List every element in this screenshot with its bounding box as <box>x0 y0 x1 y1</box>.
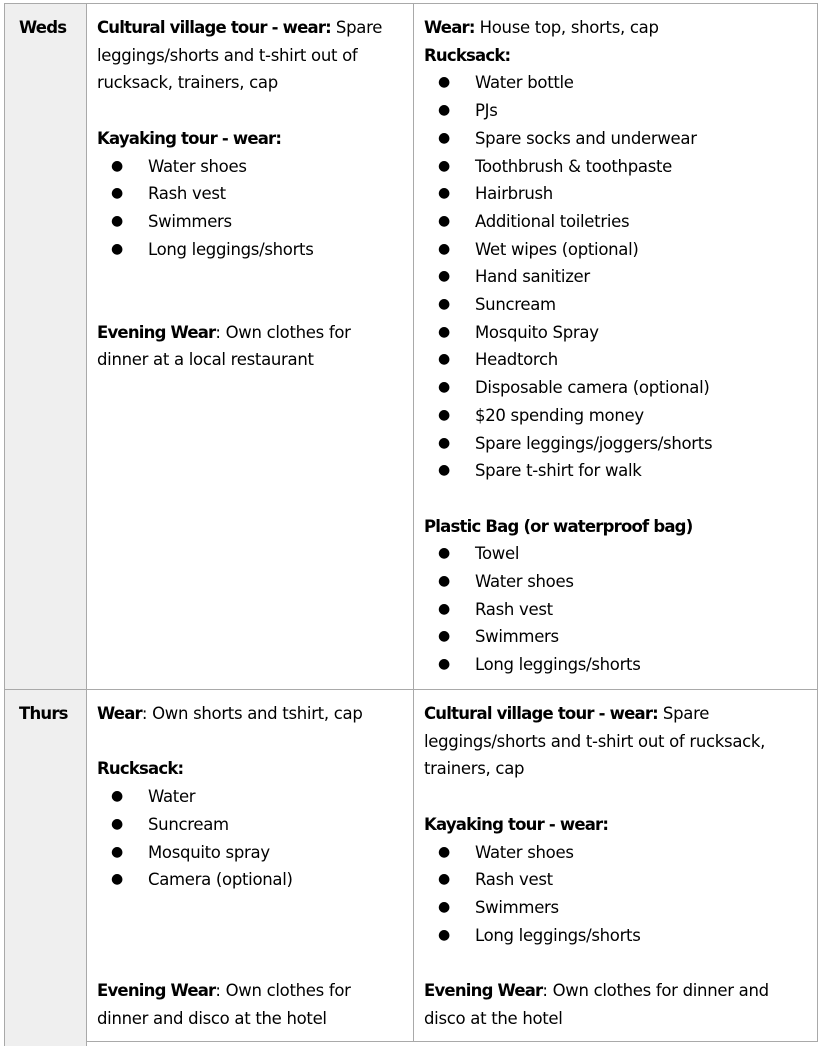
list-item-text: Additional toiletries <box>475 211 630 231</box>
bullet-icon: ● <box>438 157 450 174</box>
list-item <box>438 180 807 208</box>
bullet-icon: ● <box>438 406 450 423</box>
list-item-text: Water <box>148 787 196 807</box>
bullet-icon: ● <box>438 628 450 645</box>
kayak-heading <box>97 125 403 153</box>
evening-paragraph <box>97 319 403 374</box>
list-item-text: Swimmers <box>475 897 559 917</box>
bullet-icon: ● <box>111 788 123 805</box>
kayak-heading <box>424 811 807 839</box>
bullet-icon: ● <box>111 157 123 174</box>
list-item <box>438 291 807 319</box>
list-item-text: Hairbrush <box>475 184 553 204</box>
list-item-text: Towel <box>475 544 520 564</box>
list-item <box>111 208 403 236</box>
list-item <box>438 263 807 291</box>
bullet-icon: ● <box>111 240 123 257</box>
bullet-icon: ● <box>438 545 450 562</box>
list-item <box>111 866 403 894</box>
packing-cell-weds <box>414 4 818 690</box>
list-item-text: $20 spending money <box>475 405 644 425</box>
packing-cell-thurs <box>414 690 818 1042</box>
list-item <box>438 402 807 430</box>
evening-label: Evening Wear <box>97 322 216 342</box>
list-item <box>438 457 807 485</box>
list-item <box>111 811 403 839</box>
tour-label: Cultural village tour - wear: <box>424 704 658 723</box>
tour-text: Spare leggings/shorts and t-shirt out of rucksack, trainers, cap <box>97 18 383 93</box>
kayak-label: Kayaking tour - wear: <box>97 128 282 148</box>
list-item-text: Long leggings/shorts <box>475 655 641 675</box>
list-item-text: Water shoes <box>148 156 247 176</box>
plastic-bag-heading <box>424 513 807 541</box>
day-label: Weds <box>19 18 67 37</box>
list-item-text: Hand sanitizer <box>475 267 590 287</box>
bullet-icon: ● <box>438 926 450 943</box>
tour-label: Cultural village tour - wear: <box>97 18 331 37</box>
bullet-icon: ● <box>438 323 450 340</box>
list-item-text: Mosquito Spray <box>475 322 599 342</box>
rucksack-label: Rucksack: <box>97 759 184 779</box>
plastic-bag-list <box>424 540 807 679</box>
list-item-text: Water bottle <box>475 73 574 93</box>
list-item <box>438 319 807 347</box>
list-item-text: Long leggings/shorts <box>475 925 641 945</box>
evening-label: Evening Wear <box>424 981 543 1000</box>
evening-label: Evening Wear <box>97 981 216 1000</box>
bullet-icon: ● <box>438 268 450 285</box>
table-row-thurs <box>5 690 818 1042</box>
rucksack-heading <box>424 42 807 70</box>
bullet-icon: ● <box>438 212 450 229</box>
bullet-icon: ● <box>111 212 123 229</box>
list-item <box>438 97 807 125</box>
list-item <box>438 153 807 181</box>
list-item <box>438 568 807 596</box>
bullet-icon: ● <box>111 815 123 832</box>
list-item <box>438 651 807 679</box>
list-item-text: Water shoes <box>475 572 574 592</box>
list-item <box>438 839 807 867</box>
list-item <box>111 153 403 181</box>
activities-cell-thurs <box>87 690 414 1042</box>
rucksack-label: Rucksack: <box>424 45 511 65</box>
tour-text: Spare leggings/shorts and t-shirt out of rucksack, trainers, cap <box>424 704 766 779</box>
list-item-text: Mosquito spray <box>148 842 270 862</box>
list-item <box>438 430 807 458</box>
bullet-icon: ● <box>438 129 450 146</box>
list-item-text: Rash vest <box>475 599 553 619</box>
list-item-text: Disposable camera (optional) <box>475 378 710 398</box>
table-row-weds <box>5 4 818 690</box>
list-item <box>438 540 807 568</box>
list-item <box>111 783 403 811</box>
evening-text: : Own clothes for dinner and disco at the hotel <box>97 981 351 1028</box>
bullet-icon: ● <box>438 102 450 119</box>
list-item-text: Water shoes <box>475 842 574 862</box>
wear-paragraph <box>97 700 403 728</box>
list-item-text: Toothbrush & toothpaste <box>475 156 673 176</box>
bullet-icon: ● <box>438 185 450 202</box>
bullet-icon: ● <box>438 573 450 590</box>
kayak-list <box>424 839 807 950</box>
bullet-icon: ● <box>438 871 450 888</box>
bullet-icon: ● <box>438 351 450 368</box>
list-item-text: PJs <box>475 101 498 121</box>
list-item-text: Swimmers <box>475 627 559 647</box>
list-item-text: Headtorch <box>475 350 558 370</box>
bullet-icon: ● <box>438 843 450 860</box>
list-item-text: Spare leggings/joggers/shorts <box>475 433 713 453</box>
list-item <box>438 346 807 374</box>
day-cell-thurs <box>5 690 87 1042</box>
rucksack-list <box>97 783 403 894</box>
wear-label: Wear: <box>424 18 475 37</box>
list-item <box>438 894 807 922</box>
next-row-edge <box>4 1041 87 1046</box>
evening-text: : Own clothes for dinner and disco at the hotel <box>424 981 769 1028</box>
bullet-icon: ● <box>438 600 450 617</box>
list-item <box>438 866 807 894</box>
bullet-icon: ● <box>111 843 123 860</box>
kayak-label: Kayaking tour - wear: <box>424 814 609 834</box>
list-item-text: Camera (optional) <box>148 870 293 890</box>
list-item-text: Rash vest <box>475 870 553 890</box>
list-item <box>111 839 403 867</box>
tour-paragraph <box>424 700 807 783</box>
list-item <box>438 69 807 97</box>
list-item <box>438 596 807 624</box>
evening-paragraph <box>424 977 807 1032</box>
bullet-icon: ● <box>111 871 123 888</box>
wear-paragraph <box>424 14 807 42</box>
rucksack-heading <box>97 755 403 783</box>
packing-table <box>4 3 818 1042</box>
list-item-text: Swimmers <box>148 211 232 231</box>
kayak-list <box>97 153 403 264</box>
list-item-text: Suncream <box>475 295 556 315</box>
day-cell-weds <box>5 4 87 690</box>
list-item-text: Spare t-shirt for walk <box>475 461 642 481</box>
plastic-bag-label: Plastic Bag (or waterproof bag) <box>424 516 693 536</box>
evening-text: : Own clothes for dinner at a local restaurant <box>97 322 351 370</box>
tour-paragraph <box>97 14 403 97</box>
list-item <box>438 922 807 950</box>
list-item-text: Long leggings/shorts <box>148 239 314 259</box>
bullet-icon: ● <box>438 240 450 257</box>
activities-cell-weds <box>87 4 414 690</box>
evening-paragraph <box>97 977 403 1032</box>
list-item-text: Wet wipes (optional) <box>475 239 639 259</box>
bullet-icon: ● <box>111 185 123 202</box>
day-label: Thurs <box>19 704 68 723</box>
list-item <box>438 236 807 264</box>
wear-label: Wear <box>97 704 142 723</box>
list-item-text: Rash vest <box>148 184 226 204</box>
wear-text: House top, shorts, cap <box>474 18 659 37</box>
bullet-icon: ● <box>438 462 450 479</box>
bullet-icon: ● <box>438 296 450 313</box>
list-item <box>438 208 807 236</box>
wear-text: : Own shorts and tshirt, cap <box>141 704 363 723</box>
list-item <box>438 374 807 402</box>
list-item <box>438 623 807 651</box>
bullet-icon: ● <box>438 434 450 451</box>
list-item <box>111 180 403 208</box>
list-item-text: Spare socks and underwear <box>475 128 697 148</box>
list-item-text: Suncream <box>148 814 229 834</box>
list-item <box>438 125 807 153</box>
list-item <box>111 236 403 264</box>
bullet-icon: ● <box>438 74 450 91</box>
bullet-icon: ● <box>438 656 450 673</box>
rucksack-list <box>424 69 807 485</box>
bullet-icon: ● <box>438 379 450 396</box>
bullet-icon: ● <box>438 898 450 915</box>
